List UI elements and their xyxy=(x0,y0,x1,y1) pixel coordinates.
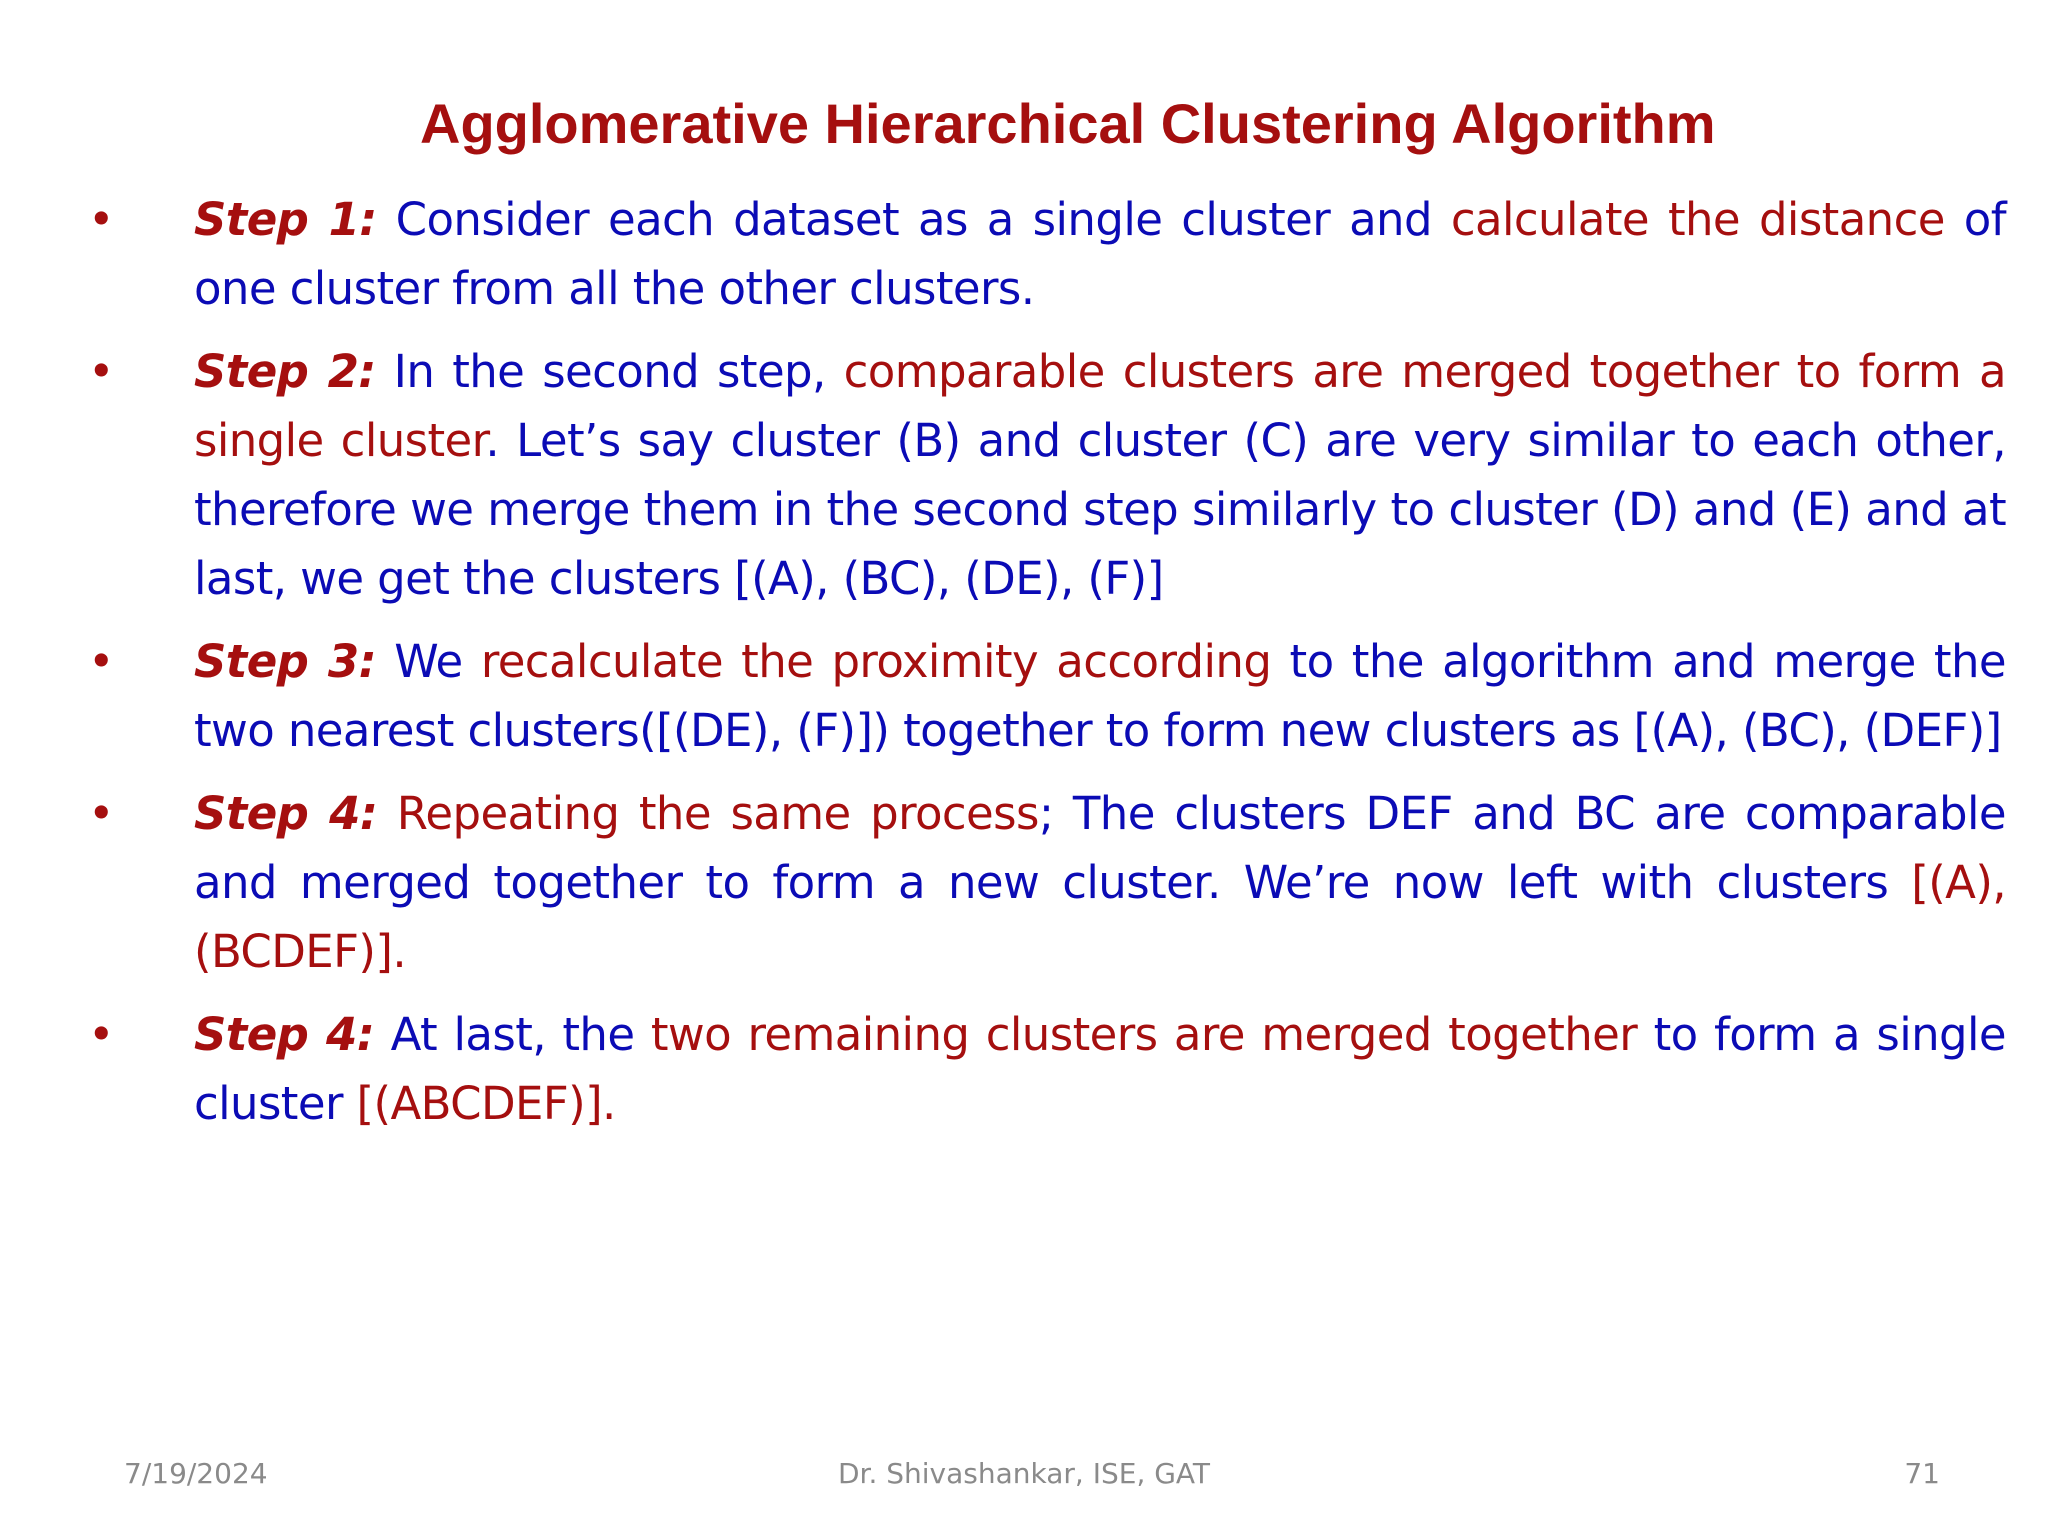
highlighted-text: two remaining clusters are merged together xyxy=(650,1008,1638,1061)
highlighted-text: calculate the distance xyxy=(1450,193,1945,246)
step-label: Step 4: xyxy=(194,1008,375,1061)
step-item xyxy=(88,185,2006,323)
step-item xyxy=(88,627,2006,765)
step-text: to the algorithm and merge the two nearest clusters([(DE), (F)]) together to form new clusters as [(A), (BC), (DEF)] xyxy=(194,635,2006,757)
highlighted-text: Repeating the same process xyxy=(377,787,1039,840)
slide-title: Agglomerative Hierarchical Clustering Algorithm xyxy=(420,92,1716,155)
step-item xyxy=(88,779,2006,986)
step-text: of one cluster from all the other clusters. xyxy=(194,193,2006,315)
footer-author: Dr. Shivashankar, ISE, GAT xyxy=(837,1457,1211,1490)
highlighted-text: recalculate the proximity according xyxy=(480,635,1272,688)
highlighted-text: [(ABCDEF)]. xyxy=(356,1077,616,1130)
step-text: . Let’s say cluster (B) and cluster (C) are very similar to each other, therefore we merge them in the second step similarly to cluster (D) and (E) and at last, we get the clusters [(A), (BC), (DE), (F)] xyxy=(194,414,2006,605)
step-text: ; The clusters DEF and BC are comparable and merged together to form a new cluster. We’re now left with clusters xyxy=(194,787,2006,909)
step-label: Step 4: xyxy=(194,787,378,840)
bullet-dot-icon: • xyxy=(88,193,114,246)
step-item xyxy=(88,1000,2006,1138)
bullet-dot-icon: • xyxy=(88,1008,114,1061)
step-label: Step 2: xyxy=(194,345,376,398)
slide-title-container xyxy=(320,92,1920,156)
step-label: Step 1: xyxy=(194,193,377,246)
footer-page-number: 71 xyxy=(1904,1457,1940,1490)
step-item xyxy=(88,337,2006,613)
step-label: Step 3: xyxy=(194,635,376,688)
step-text: At last, the xyxy=(374,1008,651,1061)
bullet-dot-icon: • xyxy=(88,787,114,840)
bullet-dot-icon: • xyxy=(88,345,114,398)
highlighted-text: [(A), (BCDEF)]. xyxy=(194,856,2006,978)
highlighted-text: comparable clusters are merged together to form a single cluster xyxy=(194,345,2006,467)
step-text: to form a single cluster xyxy=(194,1008,2006,1130)
step-bullet-list xyxy=(88,185,2006,1152)
footer-date: 7/19/2024 xyxy=(124,1457,268,1490)
step-text: Consider each dataset as a single cluster and xyxy=(376,193,1451,246)
bullet-dot-icon: • xyxy=(88,635,114,688)
step-text: In the second step, xyxy=(375,345,844,398)
step-text: We xyxy=(375,635,481,688)
